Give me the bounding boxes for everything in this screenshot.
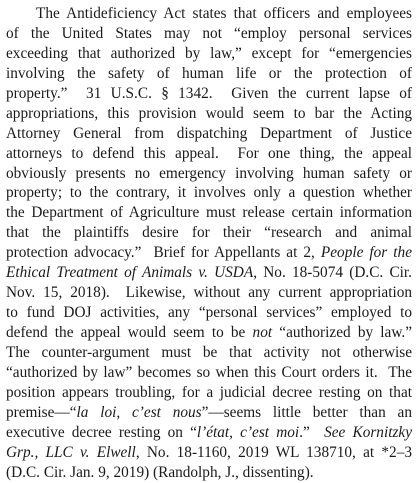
- text-run: position appears troubling, for a judicial decree resting on that: [6, 383, 412, 401]
- text-line: [6, 64, 412, 84]
- italic-text-run: l’état, c’est moi: [196, 423, 300, 441]
- text-line: [6, 343, 412, 363]
- text-line: [6, 443, 412, 463]
- text-line: [6, 104, 412, 124]
- text-run: executive decree resting on “: [6, 423, 197, 441]
- text-run: premise—“: [6, 403, 77, 421]
- text-run: “authorized by law” becomes so when this Court orders it. The: [6, 363, 412, 381]
- text-line: [6, 263, 412, 283]
- text-run: property; to the contrary, it involves only a question whether: [6, 184, 412, 202]
- text-run: Nov. 15, 2018). Likewise, without any current appropriation: [6, 284, 412, 302]
- text-run: , No. 18-5074 (D.C. Cir.: [253, 264, 412, 282]
- text-run: ”—seems little better than an: [201, 403, 412, 421]
- text-line: [6, 84, 412, 104]
- text-run: involving the safety of human life or the protection of: [6, 64, 412, 82]
- text-run: of the United States may not “employ personal services: [6, 24, 412, 42]
- text-line: [6, 183, 412, 203]
- text-line: [6, 44, 412, 64]
- italic-text-run: la loi, c’est nous: [76, 403, 202, 421]
- text-run: .”: [299, 423, 325, 441]
- italic-text-run: People for the: [320, 244, 412, 262]
- text-run: appropriations, this provision would seem to bar the Acting: [6, 104, 412, 122]
- text-run: (D.C. Cir. Jan. 9, 2019) (Randolph, J., dissenting).: [6, 463, 314, 481]
- text-line: [6, 124, 412, 144]
- text-line: [6, 423, 412, 443]
- text-line: [6, 144, 412, 164]
- text-line: [6, 24, 412, 44]
- italic-text-run: Grp., LLC v. Elwell: [6, 443, 136, 461]
- text-run: attorneys to defend this appeal. For one thing, the appeal: [6, 144, 412, 162]
- text-line: [6, 283, 412, 303]
- text-run: , No. 18-1160, 2019 WL 138710, at *2–3: [135, 443, 412, 461]
- italic-text-run: not: [252, 324, 273, 341]
- text-run: Attorney General from dispatching Department of Justice: [6, 124, 412, 142]
- text-line: [6, 403, 412, 423]
- text-run: that the plaintiffs desire for their “research and animal: [6, 224, 412, 242]
- body-paragraph: [6, 4, 412, 483]
- text-line: [6, 243, 412, 263]
- text-run: protection advocacy.” Brief for Appellants at 2,: [6, 244, 321, 262]
- text-run: the Department of Agriculture must release certain information: [6, 204, 412, 222]
- italic-text-run: See Kornitzky: [324, 423, 412, 441]
- text-run: The Antideficiency Act states that officers and employees: [36, 5, 412, 22]
- text-run: defend the appeal would seem to be: [6, 324, 253, 341]
- text-line: [6, 223, 412, 243]
- text-run: obviously presents no emergency involving human safety or: [6, 164, 412, 182]
- text-run: property.” 31 U.S.C. § 1342. Given the current lapse of: [6, 84, 412, 102]
- text-line: [6, 323, 412, 343]
- text-line: [6, 383, 412, 403]
- text-line: [6, 203, 412, 223]
- text-line: [6, 4, 412, 24]
- text-line: [6, 303, 412, 323]
- text-run: “authorized by law.”: [272, 324, 413, 341]
- text-line: [6, 164, 412, 184]
- text-run: to fund DOJ activities, any “personal services” employed to: [6, 304, 412, 322]
- text-run: The counter-argument must be that activity not otherwise: [6, 343, 412, 361]
- text-run: exceeding that authorized by law,” except for “emergencies: [6, 44, 412, 62]
- text-line: [6, 363, 412, 383]
- text-line: [6, 463, 412, 483]
- italic-text-run: Ethical Treatment of Animals v. USDA: [6, 264, 254, 282]
